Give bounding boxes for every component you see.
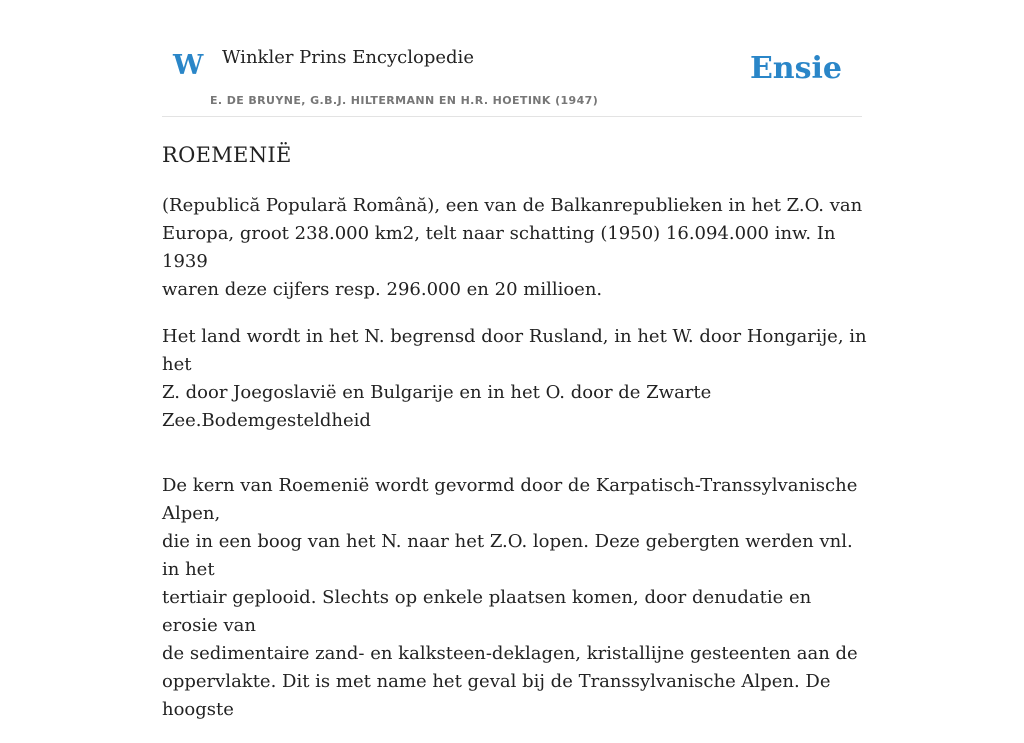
article-paragraph-intro: (Republică Populară Română), een van de Balkanrepublieken in het Z.O. van Europa, groot 238.000 km2, telt naar schatting (1950) 16.094.000 inw. In 1939 waren deze cijfers resp. 296.000 en 20 millioen. [162, 195, 863, 300]
source-title[interactable]: Winkler Prins Encyclopedie [222, 47, 474, 68]
ensie-logo[interactable]: Ensie [749, 51, 842, 86]
site-header [162, 0, 862, 117]
source-authors: E. DE BRUYNE, G.B.J. HILTERMANN EN H.R. HOETINK (1947) [210, 94, 599, 107]
article-paragraph-borders: Het land wordt in het N. begrensd door Rusland, in het W. door Hongarije, in het Z. door Joegoslavië en Bulgarije en in het O. door de Zwarte Zee.Bodemgesteldheid [162, 326, 867, 431]
winkler-prins-logo[interactable]: W [173, 50, 204, 81]
article [162, 140, 867, 743]
article-paragraph-geology: De kern van Roemenië wordt gevormd door de Karpatisch-Transsylvanische Alpen, die in een boog van het N. naar het Z.O. lopen. Deze gebergten werden vnl. in het tertiair geplooid. Slechts op enkele plaatsen komen, door denudatie en erosie van de sedimentaire zand- en kalksteen-deklagen, kristallijne gesteenten aan de oppervlakte. Dit is met name het geval bij de Transsylvanische Alpen. De hoogste [162, 475, 858, 720]
article-title: ROEMENIË [162, 143, 292, 167]
